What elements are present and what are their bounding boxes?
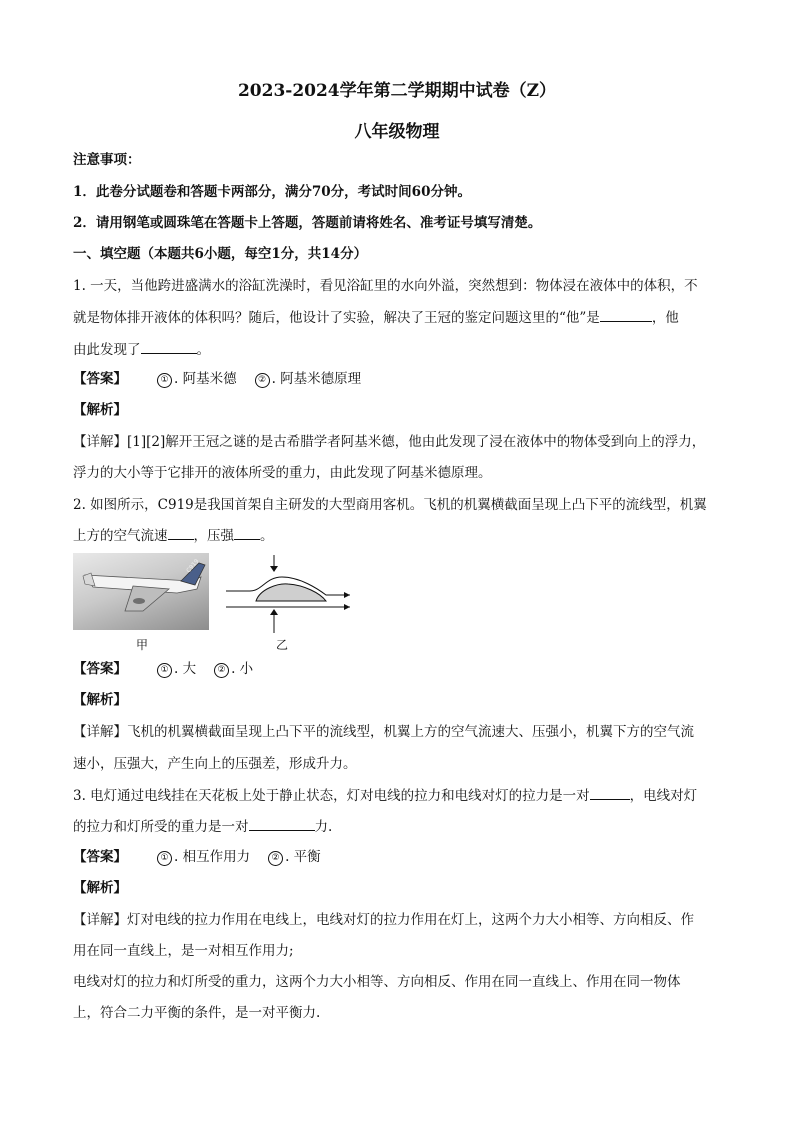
- answer-tag: 【答案】: [73, 371, 127, 387]
- q1-line-2: [73, 307, 723, 328]
- answer-blank: [600, 307, 652, 322]
- q1-answer-row: [73, 369, 723, 389]
- q1-text-d: 。: [196, 342, 210, 358]
- notes-heading: 注意事项：: [73, 152, 141, 168]
- q3-answer-2: . 平衡: [285, 849, 321, 865]
- q2-detail-1: 【详解】飞机的机翼横截面呈现上凸下平的流线型，机翼上方的空气流速大、压强小，机翼下方的空气流: [73, 724, 694, 740]
- c919-airplane-photo: [73, 553, 209, 630]
- q3-detail-4: 上，符合二力平衡的条件，是一对平衡力.: [73, 1005, 321, 1021]
- q3-text-b: ，电线对灯: [629, 788, 698, 804]
- answer-tag: 【答案】: [73, 849, 127, 865]
- circled-number: ①: [157, 851, 172, 866]
- circled-number: ②: [255, 373, 270, 388]
- q2-answer-row: [73, 659, 723, 679]
- answer-blank: [168, 525, 194, 540]
- q3-line-2: [73, 816, 723, 837]
- q3-answer-1: . 相互作用力: [174, 849, 251, 865]
- q1-detail-2: 浮力的大小等于它排开的液体所受的重力，由此发现了阿基米德原理。: [73, 465, 492, 481]
- q1-analysis-tag: 【解析】: [73, 402, 127, 418]
- q3-detail-3: 电线对灯的拉力和灯所受的重力，这两个力大小相等、方向相反、作用在同一直线上、作用在同一物体: [73, 974, 681, 990]
- q1-text-b: ，他: [651, 310, 679, 326]
- q2-line-2: [73, 525, 723, 546]
- circled-number: ②: [268, 851, 283, 866]
- q3-text-d: 力.: [314, 819, 333, 835]
- q2-text-c: 。: [260, 528, 274, 544]
- q1-text-a: 就是物体排开液体的体积吗？随后，他设计了实验，解决了王冠的鉴定问题这里的“他”是: [73, 310, 600, 326]
- q2-analysis-tag: 【解析】: [73, 692, 127, 708]
- note-item-2: 2．请用钢笔或圆珠笔在答题卡上答题，答题前请将姓名、准考证号填写清楚。: [73, 215, 542, 231]
- exam-title: 2023-2024学年第二学期期中试卷（Z）: [237, 81, 557, 101]
- q1-answer-1: . 阿基米德: [174, 371, 237, 387]
- q3-line-1: [73, 785, 723, 806]
- q1-line-3: [73, 339, 723, 360]
- figure-label-a: 甲: [136, 638, 149, 652]
- answer-tag: 【答案】: [73, 661, 127, 677]
- q1-line-1: 1. 一天，当他跨进盛满水的浴缸洗澡时，看见浴缸里的水向外溢，突然想到：物体浸在液体中的体积，不: [73, 278, 698, 294]
- q2-text-a: 上方的空气流速: [73, 528, 168, 544]
- circled-number: ②: [214, 663, 229, 678]
- airplane-illustration: [73, 553, 209, 630]
- answer-blank: [590, 785, 630, 800]
- q1-answer-2: . 阿基米德原理: [271, 371, 362, 387]
- q3-text-a: 3. 电灯通过电线挂在天花板上处于静止状态，灯对电线的拉力和电线对灯的拉力是一对: [73, 788, 590, 804]
- q3-analysis-tag: 【解析】: [73, 880, 127, 896]
- circled-number: ①: [157, 663, 172, 678]
- exam-subtitle: 八年级物理: [354, 122, 440, 142]
- q2-detail-2: 速小，压强大，产生向上的压强差，形成升力。: [73, 756, 357, 772]
- q2-answer-1: . 大: [174, 661, 197, 677]
- q3-detail-1: 【详解】灯对电线的拉力作用在电线上，电线对灯的拉力作用在灯上，这两个力大小相等、方向相反、作: [73, 912, 694, 928]
- q1-text-c: 由此发现了: [73, 342, 141, 358]
- q3-text-c: 的拉力和灯所受的重力是一对: [73, 819, 249, 835]
- c919-tail-mark: C919: [185, 557, 201, 575]
- note-item-1: 1．此卷分试题卷和答题卡两部分，满分70分，考试时间60分钟。: [73, 184, 471, 200]
- q1-detail-1: 【详解】[1][2]解开王冠之谜的是古希腊学者阿基米德，他由此发现了浸在液体中的物体受到向上的浮力，: [73, 434, 706, 450]
- q2-answer-2: . 小: [231, 661, 254, 677]
- section-title: 一、填空题（本题共6小题，每空1分，共14分）: [73, 246, 368, 262]
- q3-answer-row: [73, 847, 723, 867]
- circled-number: ①: [157, 373, 172, 388]
- answer-blank: [141, 339, 197, 354]
- q2-text-b: ，压强: [193, 528, 234, 544]
- answer-blank: [249, 816, 315, 831]
- answer-blank: [234, 525, 260, 540]
- q3-detail-2: 用在同一直线上，是一对相互作用力;: [73, 943, 294, 959]
- figure-label-b: 乙: [276, 638, 289, 652]
- q2-line-1: 2. 如图所示，C919是我国首架自主研发的大型商用客机。飞机的机翼横截面呈现上凸下平的流线型，机翼: [73, 497, 707, 513]
